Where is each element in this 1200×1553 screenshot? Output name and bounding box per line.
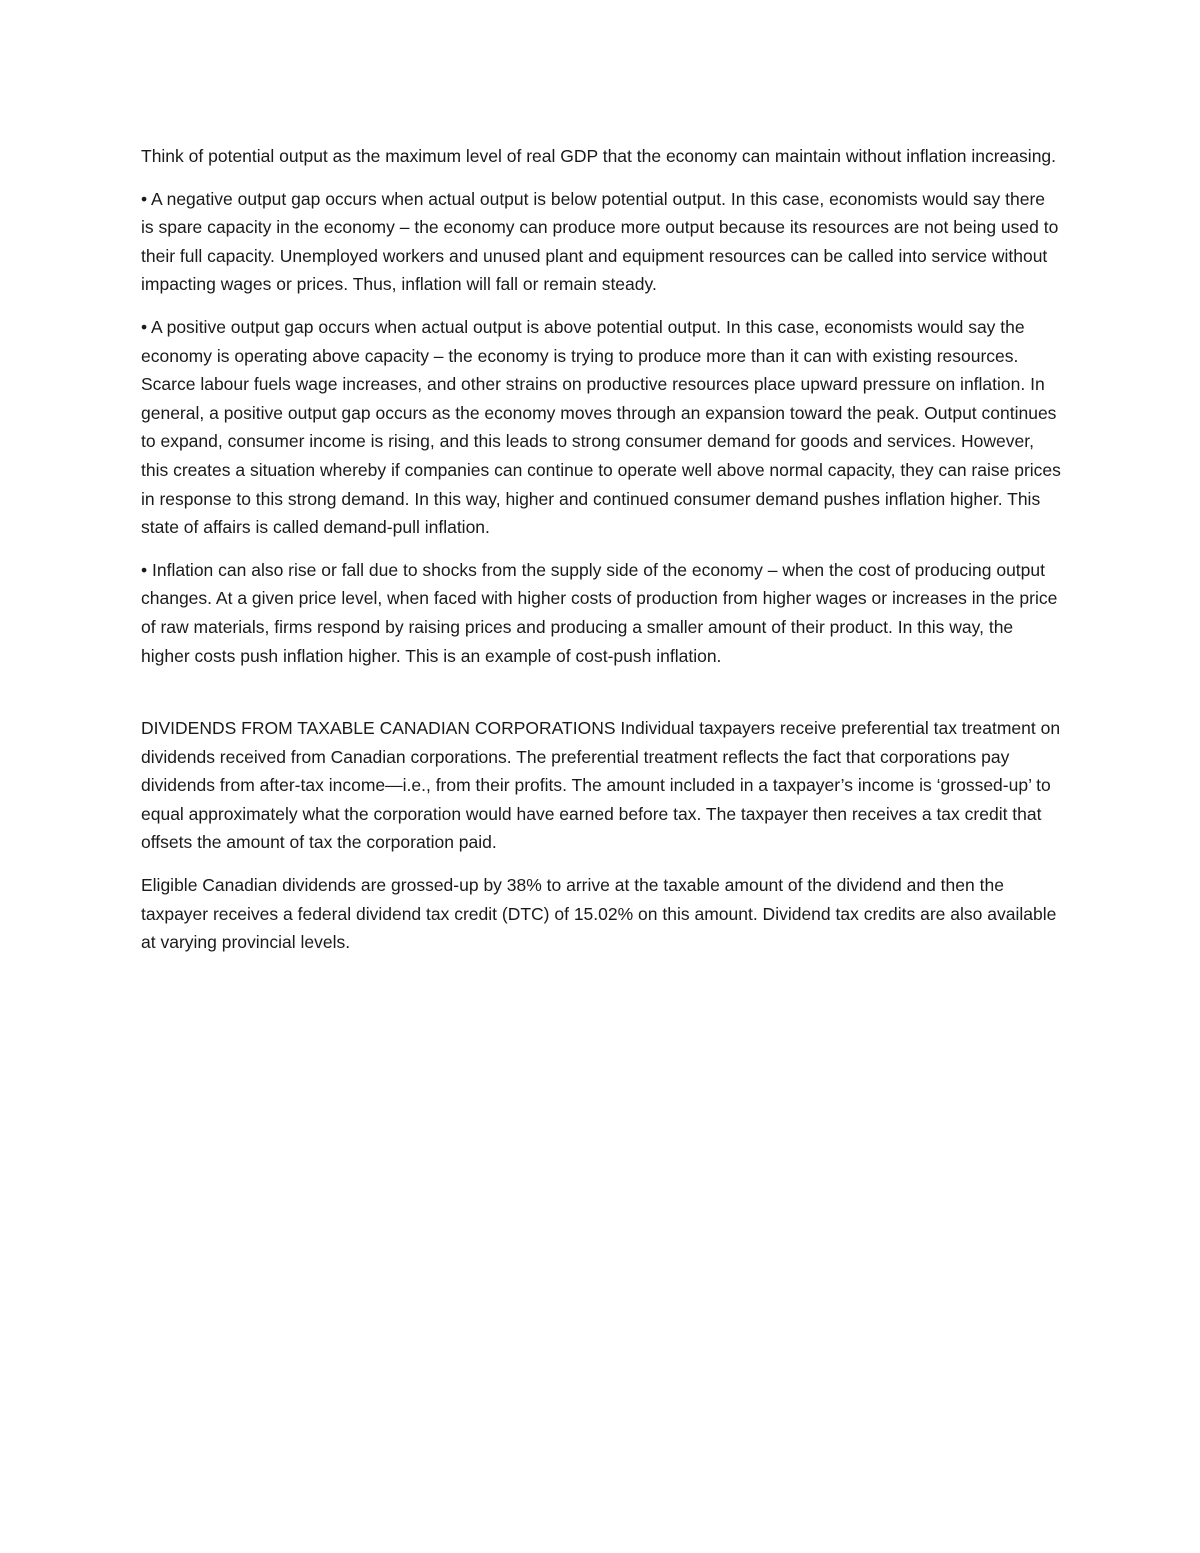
paragraph-eligible-dividends: Eligible Canadian dividends are grossed-up by 38% to arrive at the taxable amount of the dividend and then the taxpayer receives a federal dividend tax credit (DTC) of 15.02% on this amount. Dividend tax credits are also available at varying provincial levels. <box>141 875 1057 953</box>
paragraph-positive-output-gap: • A positive output gap occurs when actual output is above potential output. In this case, economists would say the economy is operating above capacity – the economy is trying to produce more than it can with existing resources. Scarce labour fuels wage increases, and other strains on productive resources place upward pressure on inflation. In general, a positive output gap occurs as the economy moves through an expansion toward the peak. Output continues to expand, consumer income is rising, and this leads to strong consumer demand for goods and services. However, this creates a situation whereby if companies can continue to operate well above normal capacity, they can raise prices in response to this strong demand. In this way, higher and continued consumer demand pushes inflation higher. This state of affairs is called demand-pull inflation. <box>141 316 1061 538</box>
paragraph-supply-shocks: • Inflation can also rise or fall due to shocks from the supply side of the economy – when the cost of producing output changes. At a given price level, when faced with higher costs of production from higher wages or increases in the price of raw materials, firms respond by raising prices and producing a smaller amount of their product. In this way, the higher costs push inflation higher. This is an example of cost-push inflation. <box>141 559 1058 666</box>
document-body <box>141 142 1061 971</box>
paragraph-negative-output-gap: • A negative output gap occurs when actual output is below potential output. In this case, economists would say there is spare capacity in the economy – the economy can produce more output because its resources are not being used to their full capacity. Unemployed workers and unused plant and equipment resources can be called into service without impacting wages or prices. Thus, inflation will fall or remain steady. <box>141 188 1059 295</box>
paragraph-potential-output: Think of potential output as the maximum level of real GDP that the economy can maintain without inflation increasing. <box>141 146 1057 166</box>
paragraph-dividends: DIVIDENDS FROM TAXABLE CANADIAN CORPORATIONS Individual taxpayers receive preferential tax treatment on dividends received from Canadian corporations. The preferential treatment reflects the fact that corporations pay dividends from after-tax income—i.e., from their profits. The amount included in a taxpayer’s income is ‘grossed-up’ to equal approximately what the corporation would have earned before tax. The taxpayer then receives a tax credit that offsets the amount of tax the corporation paid. <box>141 718 1061 853</box>
